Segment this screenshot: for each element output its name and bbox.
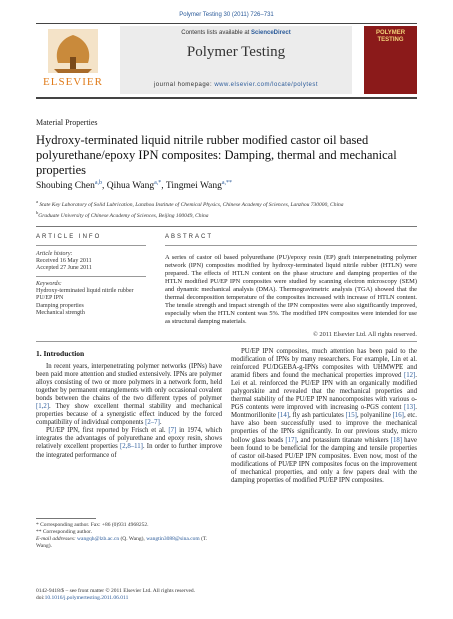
author-separator: , bbox=[102, 181, 107, 192]
affiliation-marker: b bbox=[36, 209, 39, 215]
email-link[interactable]: wangqh@lzb.ac.cn bbox=[77, 536, 120, 542]
author-affiliation-marker[interactable]: a,** bbox=[221, 180, 233, 186]
body-text: . They show excellent thermal stability and mechanical properties because of a synergistic effect induced by the forced compatibility of individual components bbox=[36, 403, 222, 427]
body-text: In recent years, interpenetrating polymer networks (IPNs) have been paid more attention and studied extensively. IPNs are polymer alloys consisting of two or more polymers in a network form, held together by permanent entanglements with only occasional covalent bonds between the chains of the two different types of polymer bbox=[36, 363, 222, 403]
citation-link[interactable]: [7] bbox=[168, 427, 177, 435]
abstract-heading: ABSTRACT bbox=[165, 234, 214, 240]
body-text: . Montmorillonite bbox=[231, 404, 417, 420]
header-divider bbox=[36, 23, 417, 24]
body-paragraph bbox=[231, 348, 417, 485]
accepted-date: Accepted 27 June 2011 bbox=[36, 265, 92, 272]
article-title: Hydroxy-terminated liquid nitrile rubber modified castor oil based polyurethane/epoxy IPN composites: Damping, thermal and mechanical properties bbox=[36, 133, 397, 177]
email-label: E-mail addresses: bbox=[36, 536, 78, 542]
affiliation-text: Graduate University of Chinese Academy of Sciences, Beijing 100049, China bbox=[38, 212, 209, 219]
author-affiliation-marker[interactable]: a,* bbox=[154, 180, 162, 186]
email-owner: (Q. Wang), bbox=[119, 536, 147, 542]
author-name[interactable]: Shoubing Chen bbox=[36, 181, 95, 192]
abstract-bottom-divider bbox=[36, 341, 417, 342]
contents-availability bbox=[120, 30, 352, 36]
body-text: PU/EP IPN composites, much attention has been paid to the modification of IPNs by many researchers. For example, Lin et al. reinforced PU/DGEBA-g-IPNs composites with UHMWPE and aramid fibers and found the mechanical properties improved bbox=[231, 348, 417, 380]
intro-right-column bbox=[231, 348, 417, 485]
corresponding-author-note: * Corresponding author. Fax: +86 (0)931 4968252. bbox=[36, 522, 149, 528]
elsevier-logo-text: ELSEVIER bbox=[43, 76, 103, 88]
article-info-divider bbox=[36, 245, 146, 246]
doi-label: doi: bbox=[36, 595, 45, 601]
author-list bbox=[36, 180, 232, 191]
intro-left-column bbox=[36, 363, 222, 460]
body-text: have been found to be beneficial for the damping and tensile properties of castor oil-based PU/EP IPN composites. Even now, most of the modifications of PU/EP IPN composites focus on the improvement of mechanical properties, and only a few papers deal with the damping properties of modified PU/EP IPN composites. bbox=[231, 436, 417, 484]
article-info-divider bbox=[36, 276, 146, 277]
body-text: , polyaniline bbox=[356, 412, 393, 420]
corresponding-author-note: ** Corresponding author. bbox=[36, 529, 93, 535]
doi-line bbox=[36, 595, 256, 602]
author-name[interactable]: Tingmei Wang bbox=[165, 181, 222, 192]
footnotes bbox=[36, 522, 222, 550]
author-separator: , bbox=[161, 181, 166, 192]
affiliations bbox=[36, 198, 426, 220]
citation-link[interactable]: [2–7] bbox=[145, 419, 160, 427]
author-affiliation-marker[interactable]: a,b bbox=[94, 180, 103, 186]
abstract-divider bbox=[165, 245, 417, 246]
email-link[interactable]: wangtin3088@sina.com bbox=[146, 536, 200, 542]
sciencedirect-link[interactable]: ScienceDirect bbox=[251, 30, 291, 36]
elsevier-logo bbox=[36, 27, 110, 93]
affiliation-line bbox=[36, 198, 426, 209]
body-text: , etc. have also been successfully used to improve the mechanical properties of the IPNs significantly. In our previous study, micro hollow glass beads bbox=[231, 412, 417, 444]
contents-prefix: Contents lists available at bbox=[181, 30, 251, 36]
history-label: Article history: bbox=[36, 251, 73, 257]
journal-reference[interactable]: Polymer Testing 30 (2011) 726–731 bbox=[179, 12, 274, 18]
body-text: , fly ash particulates bbox=[289, 412, 346, 420]
keyword-item[interactable]: PU/EP IPN bbox=[36, 295, 64, 302]
front-matter-line: 0142-9418/$ – see front matter © 2011 Elsevier Ltd. All rights reserved. bbox=[36, 588, 196, 594]
affiliation-marker: a bbox=[36, 199, 39, 204]
homepage-link[interactable]: www.elsevier.com/locate/polytest bbox=[214, 82, 319, 88]
article-section: Material Properties bbox=[36, 118, 98, 127]
article-info-heading: ARTICLE INFO bbox=[36, 234, 102, 240]
citation-link[interactable]: [18] bbox=[390, 436, 403, 444]
article-history bbox=[36, 251, 154, 273]
citation-link[interactable]: [14] bbox=[277, 412, 289, 420]
email-addresses bbox=[36, 536, 222, 550]
citation-link[interactable]: [12] bbox=[403, 372, 416, 380]
keywords-block bbox=[36, 281, 154, 317]
body-text: in 1974, which integrates the advantages of polyurethane and epoxy resin, shows relatively excellent properties bbox=[36, 427, 222, 451]
body-paragraph bbox=[36, 427, 222, 459]
abstract-text: A series of castor oil based polyurethane (PU)/epoxy resin (EP) graft interpenetrating polymer network (IPN) composites modified by hydroxy-terminated liquid nitrile rubber (HTLN) were prepared. The effects of HTLN content on the phase structure and damping properties of the HTLN modified PU/EP IPN composites were studied by scanning electron microscopy (SEM) and dynamic mechanical analysis (DMA). Thermogravimetric analysis (TGA) showed that the thermal decomposition temperature of the composites increased with increase of HTLN content. The tensile strength and impact strength of the IPN composites were also significantly improved, especially when the HTLN content was 5%. The modified IPN composites were intended for use as structural damping materials. bbox=[165, 254, 417, 326]
masthead-divider bbox=[36, 97, 417, 99]
author-name[interactable]: Qihua Wang bbox=[106, 181, 155, 192]
affiliation-text: State Key Laboratory of Solid Lubrication, Lanzhou Institute of Chemical Physics, Chinese Academy of Sciences, Lanzhou 730000, China bbox=[39, 201, 344, 208]
journal-homepage bbox=[120, 82, 352, 88]
citation-link[interactable]: [16] bbox=[392, 412, 404, 420]
journal-cover-title: POLYMER TESTING bbox=[375, 30, 406, 43]
keyword-item[interactable]: Mechanical strength bbox=[36, 309, 85, 316]
citation-link[interactable]: [15] bbox=[345, 412, 357, 420]
email-owner: (T. Wang). bbox=[36, 536, 208, 549]
citation-link[interactable]: [17] bbox=[285, 436, 297, 444]
doi-link[interactable]: 10.1016/j.polymertesting.2011.06.011 bbox=[44, 595, 129, 601]
citation-link[interactable]: [13] bbox=[403, 404, 416, 412]
abstract-copyright: © 2011 Elsevier Ltd. All rights reserved. bbox=[312, 331, 417, 338]
issn-block bbox=[36, 588, 256, 602]
citation-link[interactable]: [1,2] bbox=[36, 403, 50, 411]
affiliation-line bbox=[36, 209, 426, 220]
footnote-divider bbox=[36, 518, 96, 519]
keyword-item[interactable]: Damping properties bbox=[36, 302, 84, 309]
body-text: . In order to further improve the integrated performance of bbox=[36, 443, 223, 459]
homepage-prefix: journal homepage: bbox=[153, 82, 215, 88]
citation-link[interactable]: [2,8–11] bbox=[119, 443, 143, 451]
body-text: , and potassium titanate whiskers bbox=[296, 436, 391, 444]
heading-divider bbox=[36, 226, 417, 227]
introduction-heading: 1. Introduction bbox=[36, 349, 85, 358]
body-paragraph bbox=[36, 363, 222, 427]
keywords-label: Keywords: bbox=[36, 281, 62, 287]
received-date: Received 16 May 2011 bbox=[36, 258, 92, 265]
journal-title: Polymer Testing bbox=[186, 44, 286, 60]
keyword-item[interactable]: Hydroxy-terminated liquid nitrile rubber bbox=[36, 288, 134, 295]
body-text: . Lei et al. reinforced the PU/EP IPN with an organically modified palygorskite and revealed that the mechanical properties and thermal stability of the PU/EP IPN nanocomposites with various o-PGS contents were improved with increasing o-PGS content bbox=[231, 372, 417, 412]
body-text: . bbox=[159, 419, 162, 427]
body-text: PU/EP IPN, first reported by Frisch et al. bbox=[46, 427, 169, 435]
